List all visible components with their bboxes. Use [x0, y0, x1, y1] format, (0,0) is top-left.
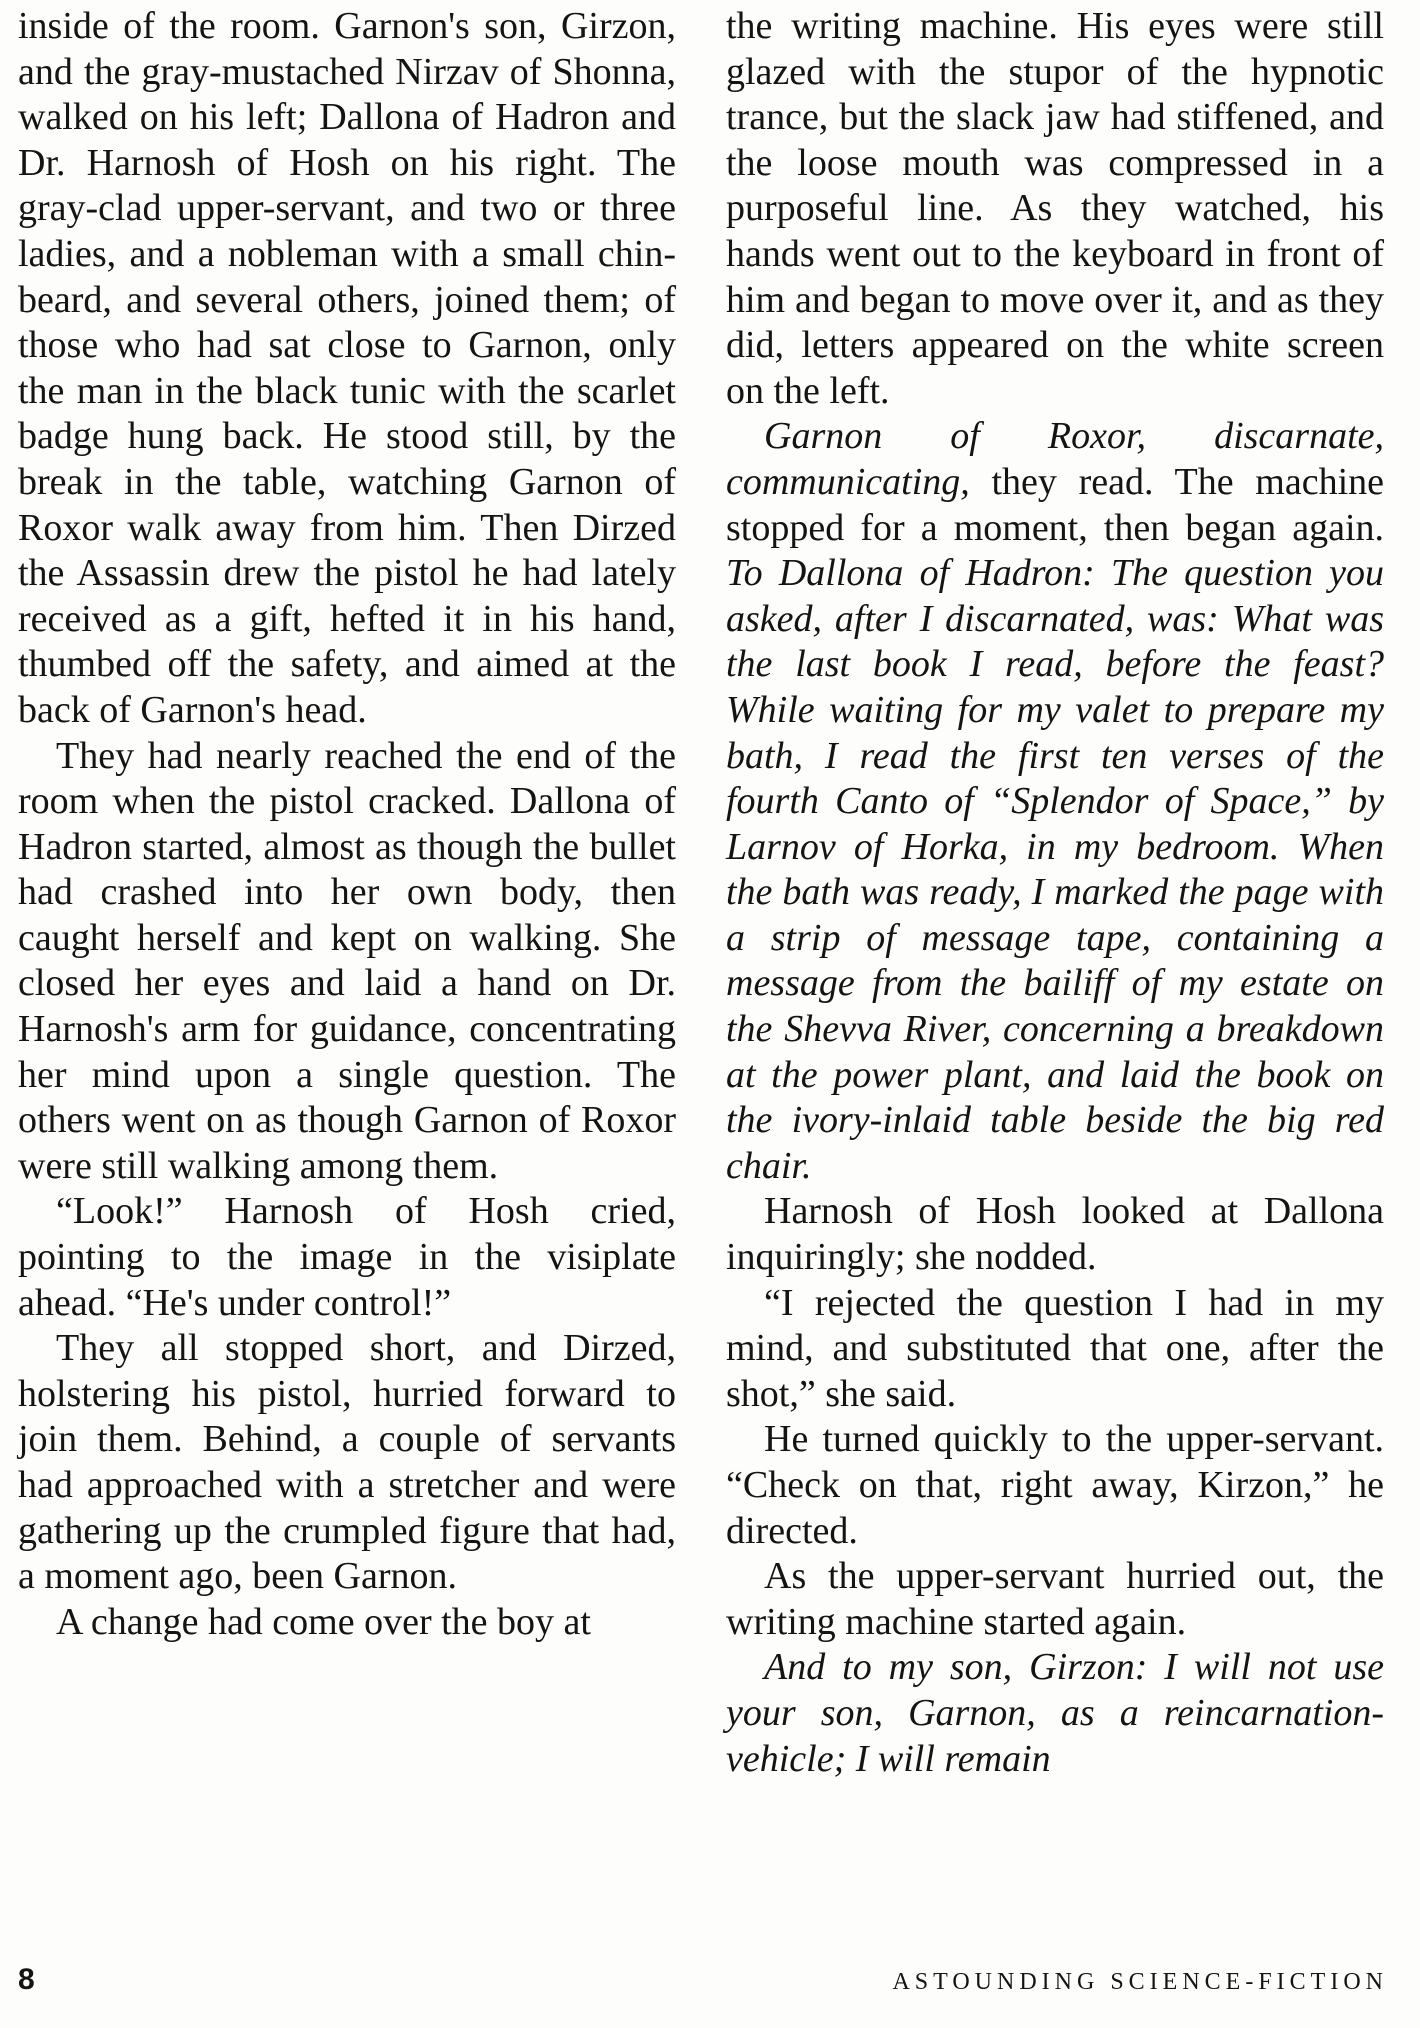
paragraph: inside of the room. Garnon's son, Girzon, and the gray-mustached Nirzav of Shonna, walked on his left; Dallona of Hadron and Dr. Harnosh of Hosh on his right. The gray-clad upper-servant, and two or three ladies, and a nobleman with a small chin-beard, and several others, joined them; of those who had sat close to Garnon, only the man in the black tunic with the scarlet badge hung back. He stood still, by the break in the table, watching Garnon of Roxor walk away from him. Then Dirzed the Assassin drew the pistol he had lately received as a gift, hefted it in his hand, thumbed off the safety, and aimed at the back of Garnon's head.	[18, 5, 676, 731]
paragraph-italic: And to my son, Girzon: I will not use your son, Garnon, as a reincarnation-vehicle; I will remain	[726, 1646, 1384, 1780]
running-head: ASTOUNDING SCIENCE-FICTION	[892, 1969, 1388, 1995]
italic-text: Garnon of Roxor, discarnate, communicating,	[726, 415, 1384, 503]
page-footer	[18, 1960, 1388, 2004]
roman-text: they read. The machine stopped for a moment, then began again.	[726, 460, 1384, 549]
paragraph-transcript	[726, 414, 1384, 1189]
paragraph: the writing machine. His eyes were still glazed with the stupor of the hypnotic trance, but the slack jaw had stiffened, and the loose mouth was compressed in a purposeful line. As they watched, his hands went out to the keyboard in front of him and began to move over it, and as they did, letters appeared on the white screen on the left.	[726, 5, 1384, 412]
paragraph: “I rejected the question I had in my mind, and substituted that one, after the shot,” she said.	[726, 1281, 1384, 1415]
page-number: 8	[18, 1963, 35, 1996]
paragraph: They had nearly reached the end of the room when the pistol cracked. Dallona of Hadron started, almost as though the bullet had crashed into her own body, then caught herself and kept on walking. She closed her eyes and laid a hand on Dr. Harnosh's arm for guidance, concentrating her mind upon a single question. The others went on as though Garnon of Roxor were still walking among them.	[18, 734, 676, 1187]
right-column	[726, 4, 1384, 1782]
paragraph: A change had come over the boy at	[56, 1600, 591, 1643]
paragraph: “Look!” Harnosh of Hosh cried, pointing to the image in the visiplate ahead. “He's under control!”	[18, 1190, 676, 1324]
paragraph: He turned quickly to the upper-servant. “Check on that, right away, Kirzon,” he directed.	[726, 1418, 1384, 1552]
left-column	[18, 4, 676, 1645]
paragraph: As the upper-servant hurried out, the writing machine started again.	[726, 1555, 1384, 1643]
paragraph: Harnosh of Hosh looked at Dallona inquiringly; she nodded.	[726, 1190, 1384, 1279]
italic-text: To Dallona of Hadron: The question you asked, after I discarnated, was: What was the last book I read, before the feast? While waiting for my valet to prepare my bath, I read the first ten verses of the fourth Canto of “Splendor of Space,” by Larnov of Horka, in my bedroom. When the bath was ready, I marked the page with a strip of message tape, containing a message from the bailiff of my estate on the Shevva River, concerning a breakdown at the power plant, and laid the book on the ivory-inlaid table beside the big red chair.	[726, 552, 1384, 1187]
paragraph: They all stopped short, and Dirzed, holstering his pistol, hurried forward to join them. Behind, a couple of servants had approached with a stretcher and were gathering up the crumpled figure that had, a moment ago, been Garnon.	[18, 1327, 676, 1598]
